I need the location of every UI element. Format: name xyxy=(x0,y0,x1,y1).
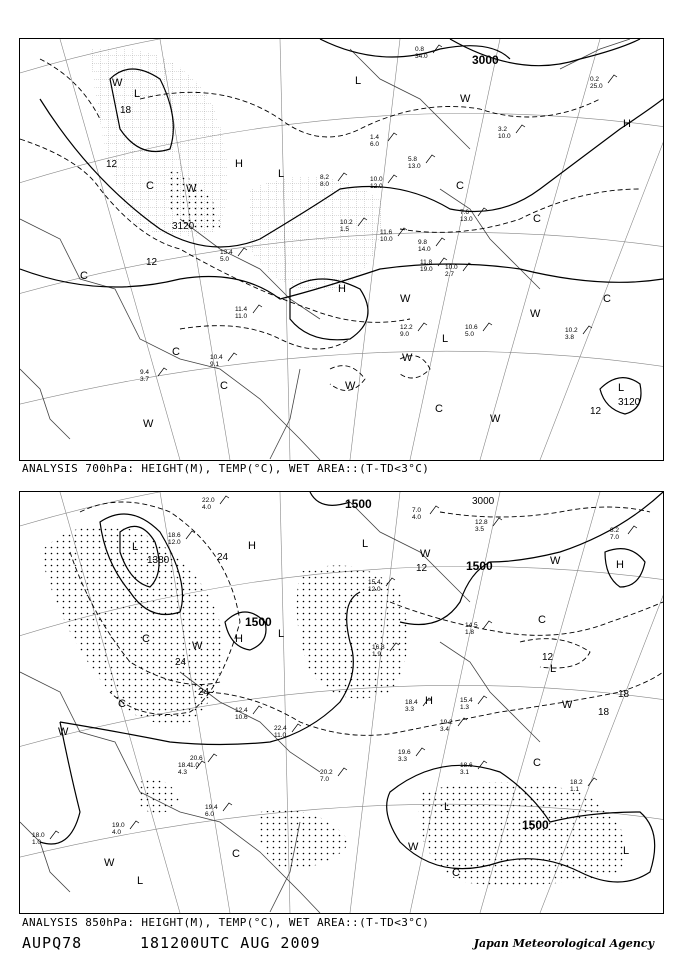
wind-barb xyxy=(588,778,597,786)
station-plot xyxy=(465,621,492,636)
contour-label: 3120 xyxy=(618,397,641,408)
station-plot xyxy=(565,326,592,341)
warm-center: W xyxy=(408,841,419,853)
wind-barb xyxy=(483,323,492,331)
cold-center: C xyxy=(533,757,541,769)
station-temp: 18.0 xyxy=(32,832,45,839)
station-plot xyxy=(460,696,487,711)
wind-barb xyxy=(388,175,397,183)
station-temp: 19.0 xyxy=(112,822,125,829)
station-plot xyxy=(408,155,435,170)
cold-center: C xyxy=(456,180,464,192)
high-center: H xyxy=(616,559,624,571)
station-plot xyxy=(380,228,407,243)
warm-center: W xyxy=(58,726,69,738)
warm-center: W xyxy=(562,699,573,711)
low-center: L xyxy=(278,628,285,640)
station-dewpoint-depression: 3.5 xyxy=(475,526,485,533)
wind-barb xyxy=(253,706,262,714)
cold-center: C xyxy=(533,213,541,225)
valid-time: 181200UTC AUG 2009 xyxy=(140,934,321,952)
warm-center: W xyxy=(550,555,561,567)
cold-center: C xyxy=(232,848,240,860)
contour-label: 1500 xyxy=(466,559,493,573)
wind-barb xyxy=(50,831,59,839)
station-temp: 15.4 xyxy=(460,697,473,704)
station-dewpoint-depression: 1.0 xyxy=(190,762,200,769)
wind-barb xyxy=(208,754,217,762)
station-plot xyxy=(570,778,597,793)
station-plot xyxy=(168,531,195,546)
wind-barb xyxy=(338,173,347,181)
station-dewpoint-depression: 3.8 xyxy=(565,334,575,341)
station-dewpoint-depression: 1.8 xyxy=(465,629,475,636)
warm-center: W xyxy=(420,548,431,560)
station-plot xyxy=(590,75,617,90)
wind-barb xyxy=(223,803,232,811)
station-temp: 10.2 xyxy=(565,327,578,334)
station-dewpoint-depression: 3.1 xyxy=(460,769,470,776)
station-plot xyxy=(475,518,502,533)
station-dewpoint-depression: 3.3 xyxy=(398,756,408,763)
high-center: H xyxy=(235,158,243,170)
station-temp: 18.6 xyxy=(168,532,181,539)
warm-center: W xyxy=(112,77,123,89)
low-center: L xyxy=(362,538,369,550)
station-dewpoint-depression: 1.1 xyxy=(570,786,580,793)
station-dewpoint-depression: 4.0 xyxy=(412,514,422,521)
station-dewpoint-depression: 1.5 xyxy=(340,226,350,233)
station-temp: 7.6 xyxy=(460,209,470,216)
wind-barb xyxy=(338,768,347,776)
wind-barb xyxy=(416,748,425,756)
contour-label: 1500 xyxy=(522,818,549,832)
station-temp: 11.4 xyxy=(235,306,248,313)
station-plot xyxy=(465,323,492,338)
warm-center: W xyxy=(460,93,471,105)
low-center: L xyxy=(278,168,285,180)
wind-barb xyxy=(628,526,637,534)
station-temp: 7.0 xyxy=(412,507,422,514)
station-temp: 10.0 xyxy=(370,176,383,183)
station-plot xyxy=(610,526,637,541)
cold-center: C xyxy=(603,293,611,305)
cold-center: C xyxy=(435,403,443,415)
station-temp: 20.6 xyxy=(190,755,203,762)
low-center: L xyxy=(442,333,449,345)
station-plot xyxy=(418,238,445,253)
station-dewpoint-depression: 8.0 xyxy=(320,181,330,188)
station-dewpoint-depression: 13.0 xyxy=(408,163,421,170)
station-temp: 20.2 xyxy=(320,769,333,776)
station-temp: 12.2 xyxy=(400,324,413,331)
station-dewpoint-depression: 11.0 xyxy=(235,313,248,320)
station-plot xyxy=(370,133,397,148)
station-dewpoint-depression: 1.9 xyxy=(372,651,382,658)
wind-barb xyxy=(516,125,525,133)
station-temp: 12.4 xyxy=(235,707,248,714)
low-center: L xyxy=(444,801,451,813)
warm-center: W xyxy=(490,413,501,425)
low-center: L xyxy=(355,75,362,87)
map-panel-850hpa xyxy=(19,491,664,914)
warm-center: W xyxy=(345,380,356,392)
wind-barb xyxy=(130,821,139,829)
station-dewpoint-depression: 12.0 xyxy=(368,586,381,593)
station-temp: 18.2 xyxy=(570,779,583,786)
low-center: L xyxy=(618,382,625,394)
station-dewpoint-depression: 12.0 xyxy=(370,183,383,190)
station-dewpoint-depression: 25.0 xyxy=(590,83,603,90)
station-dewpoint-depression: 1.3 xyxy=(460,704,470,711)
cold-center: C xyxy=(452,867,460,879)
wind-barb xyxy=(238,248,247,256)
wind-barb xyxy=(608,75,617,83)
cold-center: C xyxy=(146,180,154,192)
station-plot xyxy=(235,305,262,320)
station-dewpoint-depression: 3.3 xyxy=(405,706,415,713)
station-dewpoint-depression: 3.7 xyxy=(140,376,150,383)
cold-center: C xyxy=(538,614,546,626)
contour-label: 18 xyxy=(618,689,630,700)
station-dewpoint-depression: 7.0 xyxy=(610,534,620,541)
agency-name: Japan Meteorological Agency xyxy=(473,937,654,950)
station-dewpoint-depression: 7.0 xyxy=(320,776,330,783)
station-plot xyxy=(235,706,262,721)
station-dewpoint-depression: 34.0 xyxy=(415,53,428,60)
station-dewpoint-depression: 13.0 xyxy=(460,216,473,223)
high-center: H xyxy=(338,283,346,295)
station-temp: 22.0 xyxy=(202,497,215,504)
station-temp: 10.4 xyxy=(210,354,223,361)
station-temp: 18.4 xyxy=(178,762,191,769)
station-temp: 5.8 xyxy=(408,156,418,163)
station-dewpoint-depression: 6.0 xyxy=(205,811,215,818)
station-temp: 19.6 xyxy=(398,749,411,756)
station-dewpoint-depression: 4.3 xyxy=(178,769,188,776)
contour-label: 1500 xyxy=(345,497,372,511)
wind-barb xyxy=(430,506,439,514)
low-center: L xyxy=(132,541,139,553)
station-temp: 8.2 xyxy=(610,527,620,534)
warm-center: W xyxy=(400,293,411,305)
station-plot xyxy=(412,506,439,521)
station-plot xyxy=(460,761,487,776)
station-plot xyxy=(440,718,467,733)
warm-center: W xyxy=(530,308,541,320)
station-dewpoint-depression: 4.0 xyxy=(112,829,122,836)
low-center: L xyxy=(623,845,630,857)
station-plot xyxy=(498,125,525,140)
wind-barb xyxy=(253,305,262,313)
station-dewpoint-depression: 5.0 xyxy=(465,331,475,338)
station-plot xyxy=(190,754,217,769)
station-plot xyxy=(210,353,237,368)
contour-label: 12 xyxy=(106,159,118,170)
wind-barb xyxy=(478,696,487,704)
station-plot xyxy=(460,208,487,223)
station-temp: 11.6 xyxy=(380,229,393,236)
station-plot xyxy=(320,768,347,783)
station-dewpoint-depression: 10.0 xyxy=(498,133,511,140)
station-temp: 19.2 xyxy=(440,719,453,726)
station-temp: 11.8 xyxy=(420,259,433,266)
station-dewpoint-depression: 4.0 xyxy=(202,504,212,511)
station-dewpoint-depression: 5.0 xyxy=(220,256,230,263)
station-plot xyxy=(112,821,139,836)
warm-center: W xyxy=(402,352,413,364)
station-temp: 1.4 xyxy=(370,134,380,141)
contour-label: 3120 xyxy=(172,221,195,232)
high-center: H xyxy=(248,540,256,552)
station-dewpoint-depression: 10.6 xyxy=(235,714,248,721)
contour-label: 1380 xyxy=(147,555,170,566)
high-center: H xyxy=(425,695,433,707)
warm-center: W xyxy=(143,418,154,430)
station-dewpoint-depression: 10.0 xyxy=(380,236,393,243)
contour-label: 12 xyxy=(590,406,602,417)
cold-center: C xyxy=(118,698,126,710)
station-temp: 3.2 xyxy=(498,126,508,133)
wind-barb xyxy=(388,133,397,141)
contour-label: 12 xyxy=(146,257,158,268)
warm-center: W xyxy=(104,857,115,869)
contour-label: 1500 xyxy=(245,615,272,629)
warm-center: W xyxy=(192,640,203,652)
station-temp: 18.6 xyxy=(460,762,473,769)
station-dewpoint-depression: 19.0 xyxy=(420,266,433,273)
contour-label: 18 xyxy=(598,707,610,718)
warm-center: W xyxy=(186,183,197,195)
station-temp: 16.8 xyxy=(372,644,385,651)
station-plot xyxy=(400,323,427,338)
station-plot xyxy=(420,258,447,273)
station-temp: 15.4 xyxy=(368,579,381,586)
cold-center: C xyxy=(80,270,88,282)
station-temp: 0.8 xyxy=(415,46,425,53)
contour-label: 12 xyxy=(416,563,428,574)
station-plot xyxy=(445,263,472,278)
station-dewpoint-depression: 3.4 xyxy=(440,726,450,733)
station-temp: 9.4 xyxy=(140,369,150,376)
station-temp: 22.4 xyxy=(274,725,287,732)
station-temp: 19.4 xyxy=(205,804,218,811)
station-temp: 9.8 xyxy=(418,239,428,246)
contour-label: 18 xyxy=(120,105,132,116)
station-temp: 8.2 xyxy=(320,174,330,181)
caption-850hpa: ANALYSIS 850hPa: HEIGHT(M), TEMP(°C), WET AREA::(T-TD<3°C) xyxy=(22,916,430,929)
wind-barb xyxy=(426,155,435,163)
wind-barb xyxy=(483,621,492,629)
high-center: H xyxy=(623,118,631,130)
station-plot xyxy=(140,368,167,383)
station-temp: 12.8 xyxy=(475,519,488,526)
station-plot xyxy=(202,496,229,511)
station-plot xyxy=(398,748,425,763)
contour-label: 24 xyxy=(175,657,187,668)
caption-700hpa: ANALYSIS 700hPa: HEIGHT(M), TEMP(°C), WET AREA::(T-TD<3°C) xyxy=(22,462,430,475)
contour-label: 3000 xyxy=(472,496,495,507)
station-temp: 18.4 xyxy=(405,699,418,706)
high-center: H xyxy=(235,633,243,645)
cold-center: C xyxy=(142,633,150,645)
low-center: L xyxy=(550,663,557,675)
contour-label: 24 xyxy=(198,687,210,698)
map-700hpa-svg xyxy=(20,39,663,460)
station-dewpoint-depression: 9.0 xyxy=(400,331,410,338)
station-dewpoint-depression: 2.7 xyxy=(445,271,455,278)
map-850hpa-svg xyxy=(20,492,663,913)
product-code: AUPQ78 xyxy=(22,934,83,952)
contour-label: 3000 xyxy=(472,53,499,67)
wind-barb xyxy=(478,208,487,216)
map-panel-700hpa xyxy=(19,38,664,461)
station-temp: 10.0 xyxy=(445,264,458,271)
station-dewpoint-depression: 6.0 xyxy=(370,141,380,148)
contour-label: 12 xyxy=(542,652,554,663)
low-center: L xyxy=(137,875,144,887)
wind-barb xyxy=(458,718,467,726)
low-center: L xyxy=(134,88,141,100)
wind-barb xyxy=(228,353,237,361)
station-temp: 10.2 xyxy=(340,219,353,226)
station-temp: 14.5 xyxy=(465,622,478,629)
station-dewpoint-depression: 1.0 xyxy=(32,839,42,846)
station-dewpoint-depression: 12.0 xyxy=(168,539,181,546)
station-plot xyxy=(205,803,232,818)
wind-barb xyxy=(186,531,195,539)
cold-center: C xyxy=(172,346,180,358)
station-dewpoint-depression: 14.0 xyxy=(418,246,431,253)
wind-barb xyxy=(220,496,229,504)
station-dewpoint-depression: 9.1 xyxy=(210,361,220,368)
wind-barb xyxy=(418,323,427,331)
contour-label: 24 xyxy=(217,552,229,563)
station-temp: 13.4 xyxy=(220,249,233,256)
station-temp: 10.6 xyxy=(465,324,478,331)
station-temp: 0.2 xyxy=(590,76,600,83)
wind-barb xyxy=(436,238,445,246)
station-dewpoint-depression: 11.0 xyxy=(274,732,287,739)
cold-center: C xyxy=(220,380,228,392)
